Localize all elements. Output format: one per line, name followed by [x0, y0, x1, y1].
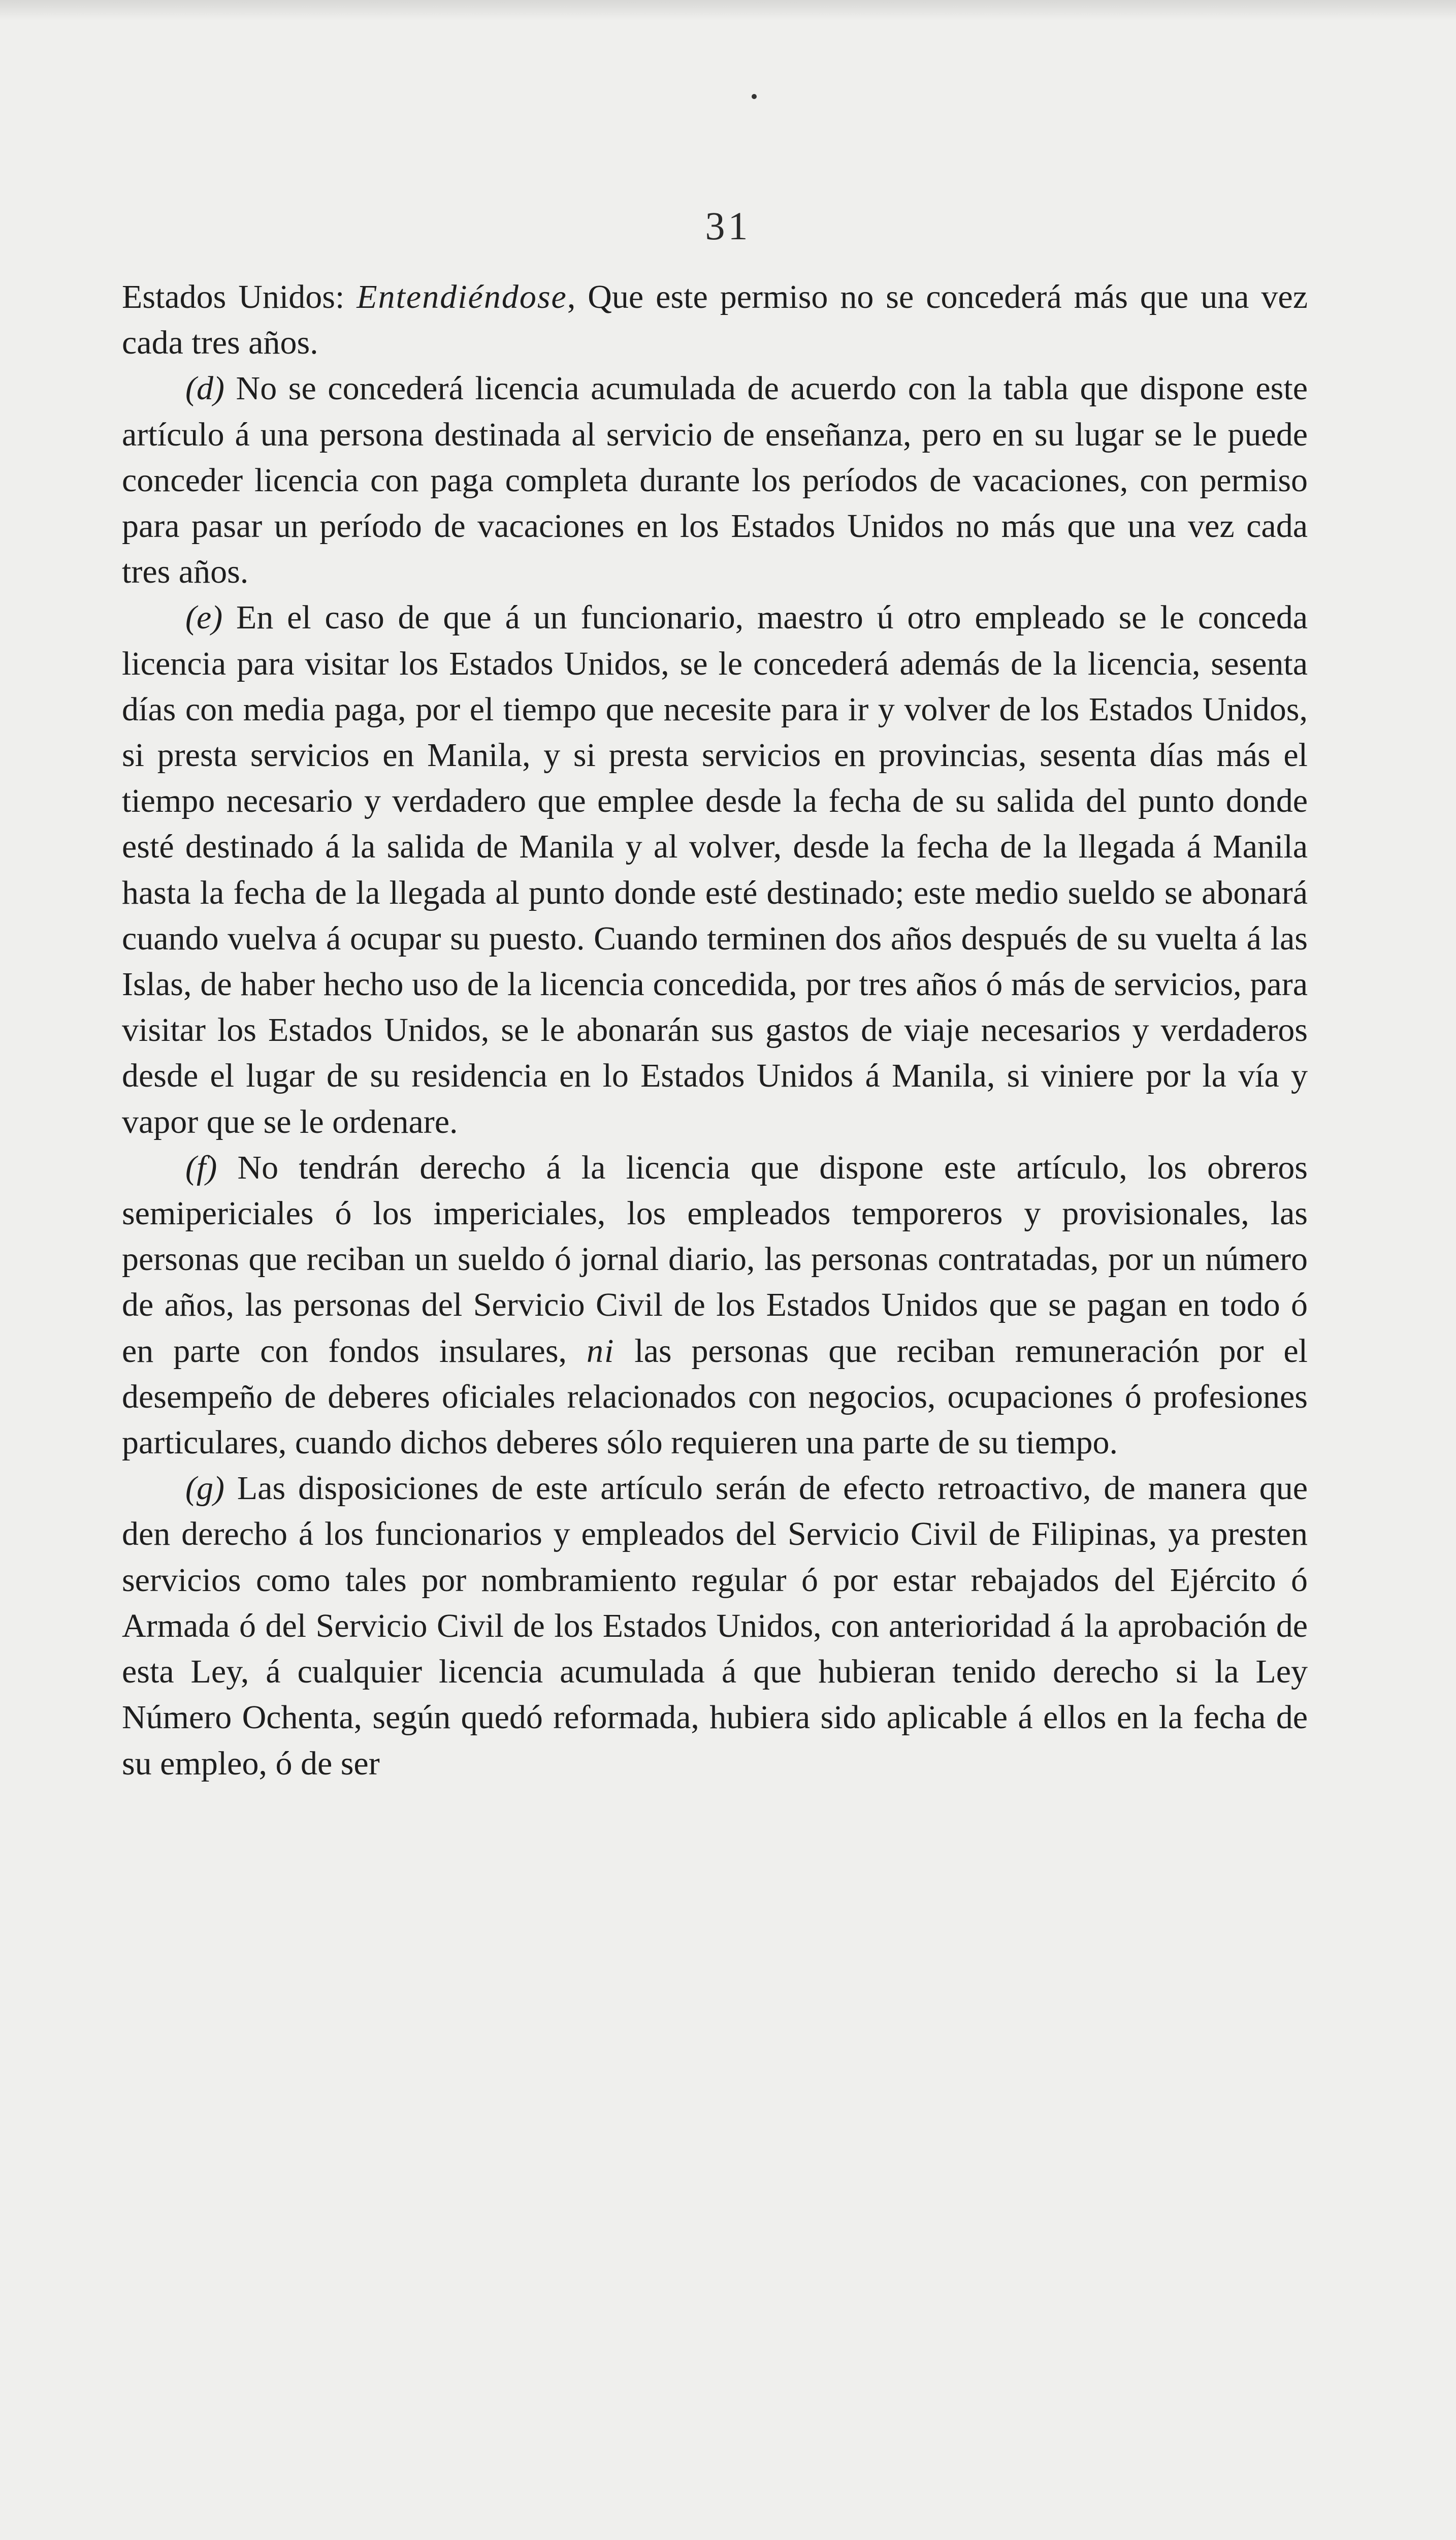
emphasized-text: Entendiéndose	[357, 278, 567, 315]
body-text	[122, 274, 1308, 1787]
paragraph-label: (e)	[185, 599, 223, 637]
paragraph	[122, 274, 1308, 366]
paragraph	[122, 1145, 1308, 1466]
paragraph	[122, 595, 1308, 1145]
paragraph-label: (f)	[185, 1149, 217, 1186]
paragraph-label: (g)	[185, 1470, 224, 1507]
emphasized-text: ni	[586, 1332, 615, 1370]
scan-top-shadow	[0, 0, 1456, 20]
paragraph-label: (d)	[185, 370, 224, 407]
paragraph-text: Estados Unidos:	[122, 278, 357, 315]
paragraph-text: , Que este permiso no se concederá más que una vez cada tres años.	[122, 278, 1308, 362]
paragraph	[122, 366, 1308, 595]
page-number: 31	[705, 204, 751, 248]
paragraph-text: En el caso de que á un funcionario, maestro ú otro empleado se le conceda licencia para visitar los Estados Unidos, se le concederá además de la licencia, sesenta días con media paga, por el tiempo que necesite para ir y volver de los Estados Unidos, si presta servicios en Manila, y si presta servicios en provincias, sesenta días más el tiempo necesario y verdadero que emplee desde la fecha de su salida del punto donde esté destinado á la salida de Manila y al volver, desde la fecha de la llegada á Manila hasta la fecha de la llegada al punto donde esté destinado; este medio sueldo se abonará cuando vuelva á ocupar su puesto. Cuando terminen dos años después de su vuelta á las Islas, de haber hecho uso de la licencia concedida, por tres años ó más de servicios, para visitar los Estados Unidos, se le abonarán sus gastos de viaje necesarios y verdaderos desde el lugar de su residencia en lo Estados Unidos á Manila, si viniere por la vía y vapor que se le ordenare.	[122, 599, 1308, 1140]
paragraph	[122, 1466, 1308, 1786]
paragraph-text: las personas que reciban remuneración por el desempeño de deberes oficiales relacionados con negocios, ocupaciones ó profesiones particulares, cuando dichos deberes sólo requieren una parte de su tiempo.	[122, 1332, 1308, 1462]
paragraph-text: No se concederá licencia acumulada de acuerdo con la tabla que dispone este artículo á una persona destinada al servicio de enseñanza, pero en su lugar se le puede conceder licencia con paga completa durante los períodos de vacaciones, con permiso para pasar un período de vacaciones en los Estados Unidos no más que una vez cada tres años.	[122, 370, 1308, 591]
paragraph-text: No tendrán derecho á la licencia que dispone este artículo, los obreros semipericiales ó los impericiales, los empleados temporeros y provisionales, las personas que reciban un sueldo ó jornal diario, las personas contratadas, por un número de años, las personas del Servicio Civil de los Estados Unidos que se pagan en todo ó en parte con fondos insulares,	[122, 1149, 1308, 1370]
scan-speck	[752, 94, 757, 99]
paragraph-text: Las disposiciones de este artículo serán de efecto retroactivo, de manera que den derecho á los funcionarios y empleados del Servicio Civil de Filipinas, ya presten servicios como tales por nombramiento regular ó por estar rebajados del Ejército ó Armada ó del Servicio Civil de los Estados Unidos, con anterioridad á la aprobación de esta Ley, á cualquier licencia acumulada á que hubieran tenido derecho si la Ley Número Ochenta, según quedó reformada, hubiera sido aplicable á ellos en la fecha de su empleo, ó de ser	[122, 1470, 1308, 1782]
